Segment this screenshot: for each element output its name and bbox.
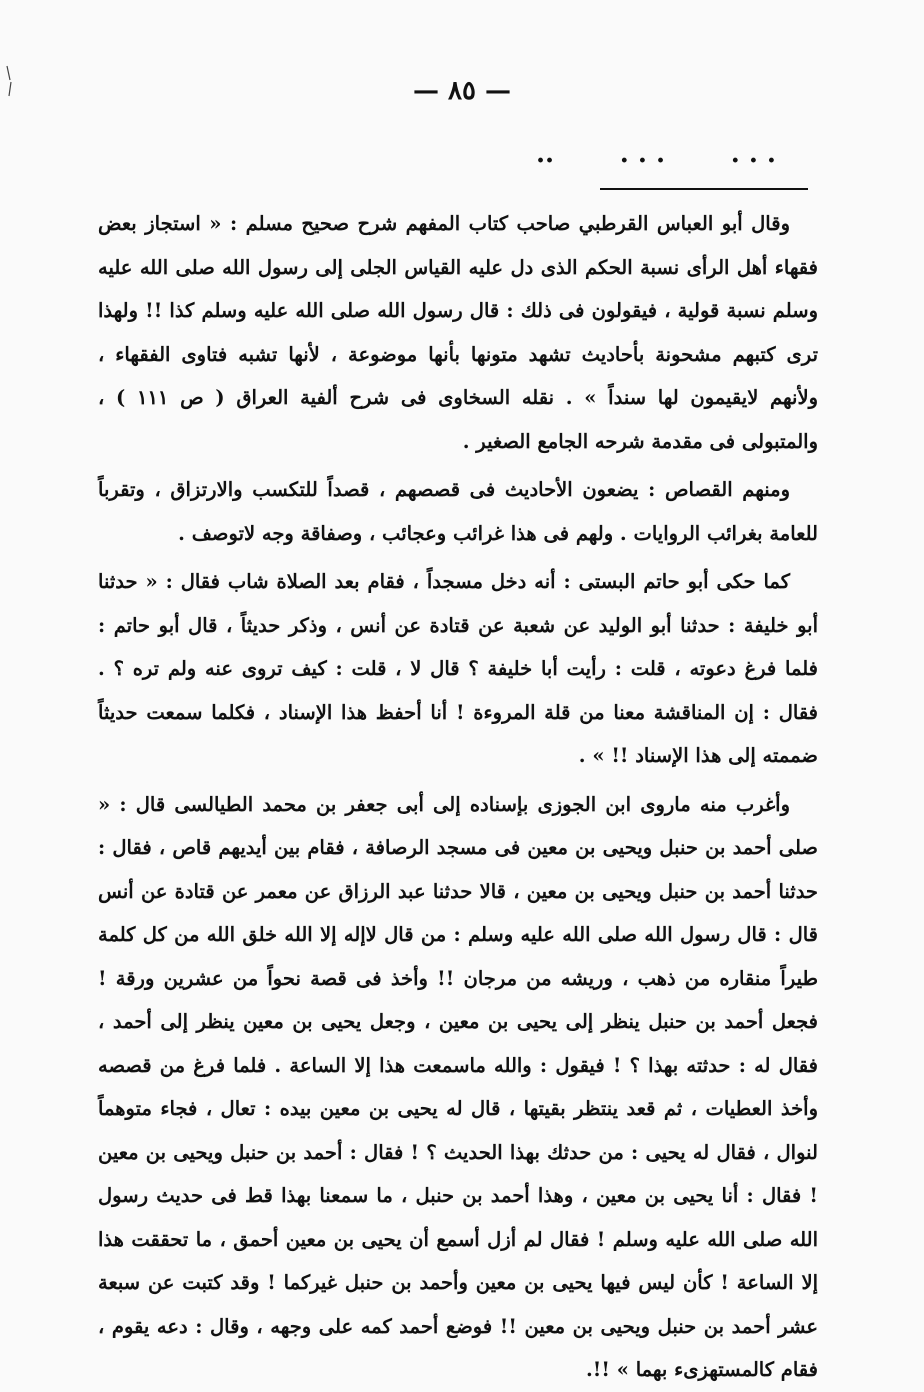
paragraph-ibn-al-jawzi-story: وأغرب منه ماروى ابن الجوزى بإسناده إلى أبى جعفر بن محمد الطيالسى قال : « صلى أحمد بن حنبل ويحيى بن معين فى مسجد الرصافة ، فقام بين أيديهم قاص ، فقال : حدثنا أحمد بن حنبل ويحيى بن معين ، قالا حدثنا عبد الرزاق عن معمر عن قتادة عن أنس قال : قال رسول الله صلى الله عليه وسلم : من قال لاإله إلا الله خلق الله من كل كلمة طيراً منقاره من ذهب ، وريشه من مرجان !! وأخذ فى قصة نحواً من عشرين ورقة ! فجعل أحمد بن حنبل ينظر إلى يحيى بن معين ، وجعل يحيى بن معين ينظر إلى أحمد ، فقال له : حدثته بهذا ؟ ! فيقول : والله ماسمعت هذا إلا الساعة . فلما فرغ من قصصه وأخذ العطيات ، ثم قعد ينتظر بقيتها ، قال له يحيى بن معين بيده : تعال ، فجاء متوهماً لنوال ، فقال له يحيى : من حدثك بهذا الحديث ؟ ! فقال : أحمد بن حنبل ويحيى بن معين ! فقال : أنا يحيى بن معين ، وهذا أحمد بن حنبل ، ما سمعنا بهذا قط فى حديث رسول الله صلى الله عليه وسلم ! فقال لم أزل أسمع أن يحيى بن معين أحمق ، ما تحققت هذا إلا الساعة ! كأن ليس فيها يحيى بن معين وأحمد بن حنبل غيركما ! وقد كتبت عن سبعة عشر أحمد بن حنبل ويحيى بن معين !! فوضع أحمد كمه على وجهه ، وقال : دعه يقوم ، فقام كالمستهزىء بهما » !!. <box>98 792 818 1381</box>
ellipsis-group: .. <box>536 139 555 169</box>
paragraph-qurtubi-quote: وقال أبو العباس القرطبي صاحب كتاب المفهم شرح صحيح مسلم : « استجاز بعض فقهاء أهل الرأى نسبة الحكم الذى دل عليه القياس الجلى إلى رسول الله صلى الله عليه وسلم نسبة قولية ، فيقولون فى ذلك : قال رسول الله صلى الله عليه وسلم كذا !! ولهذا ترى كتبهم مشحونة بأحاديث تشهد متونها بأنها موضوعة ، لأنها تشبه فتاوى الفقهاء ، ولأنهم لايقيمون لها سنداً » . نقله السخاوى فى شرح ألفية العراق ( ص ١١١ ) ، والمتبولى فى مقدمة شرحه الجامع الصغير . <box>98 212 818 453</box>
body-text <box>98 202 818 1392</box>
paragraph-storytellers: ومنهم القصاص : يضعون الأحاديث فى قصصهم ، قصداً للتكسب والارتزاق ، وتقرباً للعامة بغرائب الروايات . ولهم فى هذا غرائب وعجائب ، وصفاقة وجه لاتوصف . <box>98 478 818 545</box>
separator-rule <box>600 188 808 190</box>
ellipsis-group: . . . <box>619 139 666 169</box>
page-number: — ٨٥ — <box>412 76 512 106</box>
ellipsis-group: . . . <box>730 139 776 169</box>
paragraph-abu-hatim-story: كما حكى أبو حاتم البستى : أنه دخل مسجداً ، فقام بعد الصلاة شاب فقال : « حدثنا أبو خليفة : حدثنا أبو الوليد عن شعبة عن قتادة عن أنس ، وذكر حديثاً ، قال أبو حاتم : فلما فرغ دعوته ، قلت : رأيت أبا خليفة ؟ قال لا ، قلت : كيف تروى عنه ولم تره ؟ . فقال : إن المناقشة معنا من قلة المروءة ! أنا أحفظ هذا الإسناد ، فكلما سمعت حديثاً ضممته إلى هذا الإسناد !! » . <box>98 570 818 767</box>
omission-ellipsis <box>536 139 776 169</box>
